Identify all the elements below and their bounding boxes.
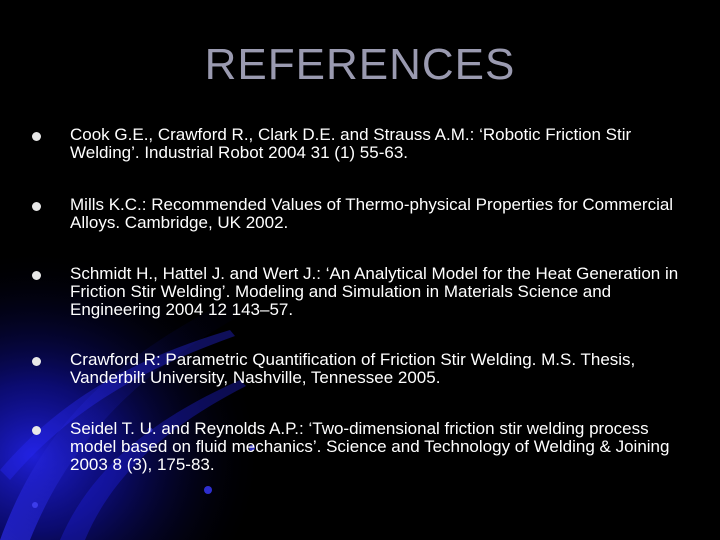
reference-text: Crawford R: Parametric Quantification of Friction Stir Welding. M.S. Thesis, Vanderbilt University, Nashville, Tennessee 2005.: [70, 350, 636, 387]
bullet-icon: [32, 271, 41, 280]
bullet-icon: [32, 132, 41, 141]
reference-text: Mills K.C.: Recommended Values of Thermo-physical Properties for Commercial Alloys. Cambridge, UK 2002.: [70, 195, 674, 232]
reference-text: Cook G.E., Crawford R., Clark D.E. and Strauss A.M.: ‘Robotic Friction Stir Welding’. Industrial Robot 2004 31 (1) 55-63.: [70, 125, 632, 162]
reference-text: Seidel T. U. and Reynolds A.P.: ‘Two-dimensional friction stir welding process model based on fluid mechanics’. Science and Technology of Welding & Joining 2003 8 (3), 175-83.: [70, 419, 670, 474]
bullet-icon: [32, 202, 41, 211]
bullet-icon: [32, 357, 41, 366]
page-title: REFERENCES: [204, 40, 516, 89]
reference-text: Schmidt H., Hattel J. and Wert J.: ‘An Analytical Model for the Heat Generation in Friction Stir Welding’. Modeling and Simulation in Materials Science and Engineering 2004 12 143–57.: [70, 264, 679, 319]
bullet-icon: [32, 426, 41, 435]
